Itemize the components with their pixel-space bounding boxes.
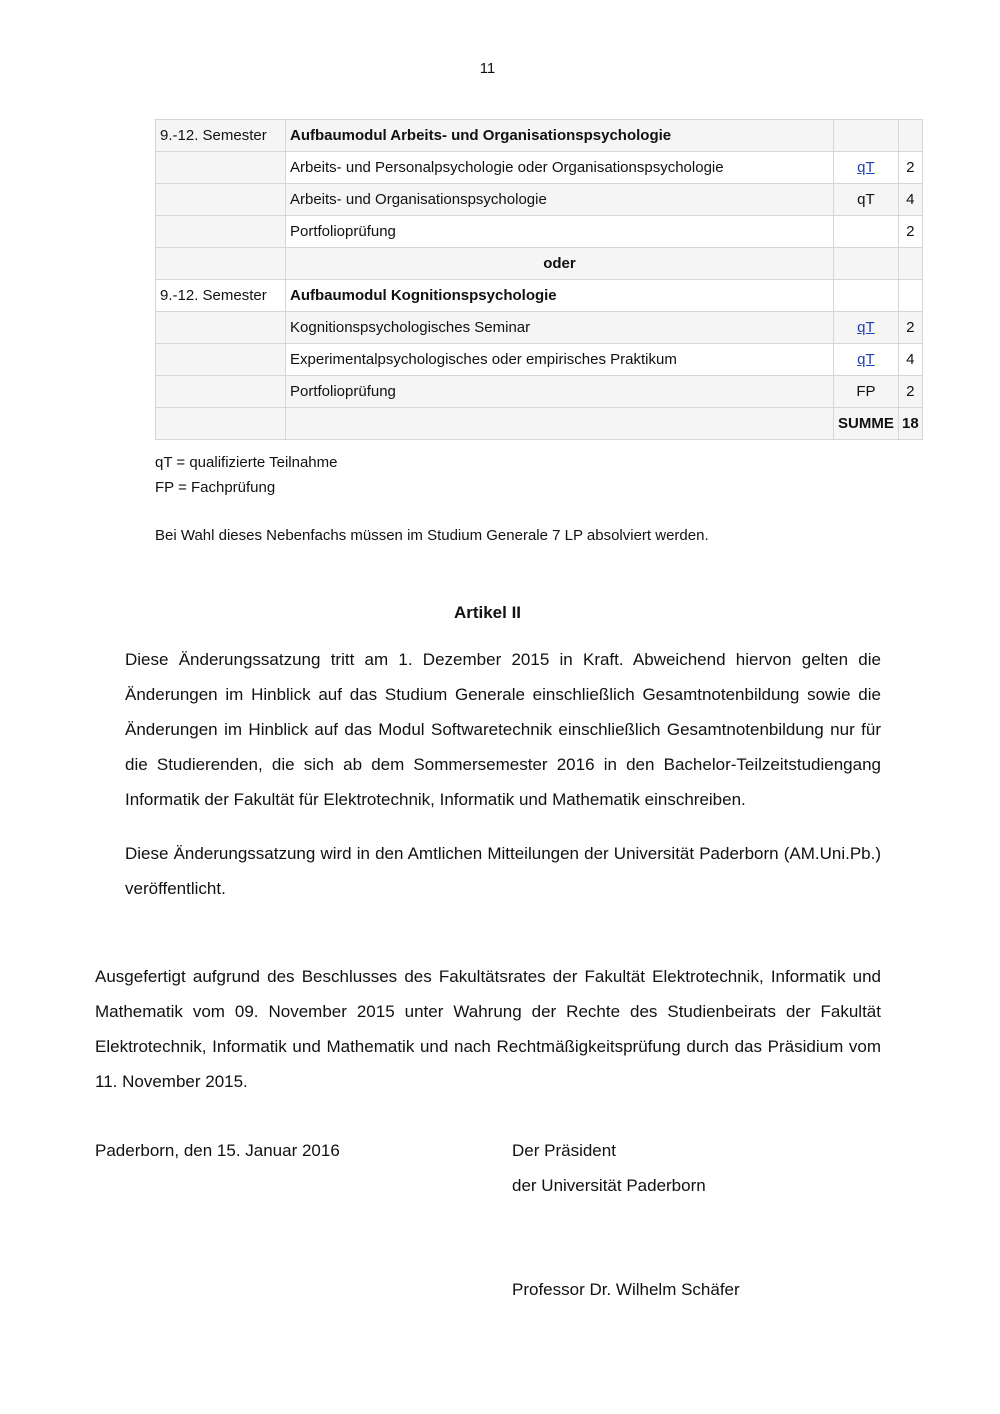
sum-empty-cell	[156, 408, 286, 440]
qt-link[interactable]: qT	[857, 159, 875, 176]
course-title: Portfolioprüfung	[286, 216, 834, 248]
module-header-row	[156, 120, 923, 152]
sum-empty-cell	[286, 408, 834, 440]
course-title: Kognitionspsychologisches Seminar	[286, 312, 834, 344]
exam-form-cell	[834, 120, 899, 152]
semester-cell	[156, 248, 286, 280]
article-heading: Artikel II	[453, 603, 522, 622]
credit-points-cell: 2	[898, 216, 922, 248]
separator-row	[156, 248, 923, 280]
note-studium-generale: Bei Wahl dieses Nebenfachs müssen im Studium Generale 7 LP absolviert werden.	[155, 527, 709, 544]
semester-cell	[156, 344, 286, 376]
table-row	[156, 152, 923, 184]
sum-value: 18	[898, 408, 922, 440]
module-table	[155, 119, 923, 440]
exam-form-cell: qT	[834, 184, 899, 216]
exam-form-cell	[834, 248, 899, 280]
table-row	[156, 184, 923, 216]
exam-form-cell	[834, 152, 899, 184]
course-title: Arbeits- und Personalpsychologie oder Organisationspsychologie	[286, 152, 834, 184]
paragraph-publication: Diese Änderungssatzung wird in den Amtlichen Mitteilungen der Universität Paderborn (AM.Uni.Pb.) veröffentlicht.	[125, 844, 881, 898]
sum-row	[156, 408, 923, 440]
exam-form-cell	[834, 312, 899, 344]
semester-cell	[156, 152, 286, 184]
credit-points-cell	[898, 280, 922, 312]
credit-points-cell: 4	[898, 184, 922, 216]
signature-title-line1: Der Präsident	[512, 1141, 616, 1160]
credit-points-cell: 2	[898, 152, 922, 184]
credit-points-cell: 4	[898, 344, 922, 376]
table-row	[156, 376, 923, 408]
credit-points-cell	[898, 248, 922, 280]
module-header-row	[156, 280, 923, 312]
signature-place-date: Paderborn, den 15. Januar 2016	[95, 1141, 340, 1160]
separator-label: oder	[286, 248, 834, 280]
course-title: Arbeits- und Organisationspsychologie	[286, 184, 834, 216]
paragraph-issuance: Ausgefertigt aufgrund des Beschlusses des Fakultätsrates der Fakultät Elektrotechnik, Informatik und Mathematik vom 09. November 2015 unter Wahrung der Rechte des Studienbeirats der Fakultät Elektrotechnik, Informatik und Mathematik und nach Rechtmäßigkeitsprüfung durch das Präsidium vom 11. November 2015.	[95, 967, 881, 1091]
credit-points-cell: 2	[898, 376, 922, 408]
legend-qt: qT = qualifizierte Teilnahme	[155, 454, 338, 471]
table-row	[156, 344, 923, 376]
qt-link[interactable]: qT	[857, 319, 875, 336]
sum-label: SUMME	[834, 408, 899, 440]
exam-form-cell	[834, 344, 899, 376]
course-title: Portfolioprüfung	[286, 376, 834, 408]
semester-cell	[156, 184, 286, 216]
semester-cell: 9.-12. Semester	[156, 280, 286, 312]
module-title: Aufbaumodul Kognitionspsychologie	[286, 280, 834, 312]
qt-link[interactable]: qT	[857, 351, 875, 368]
module-title: Aufbaumodul Arbeits- und Organisationspsychologie	[286, 120, 834, 152]
exam-form-cell: FP	[834, 376, 899, 408]
table-row	[156, 216, 923, 248]
signature-name: Professor Dr. Wilhelm Schäfer	[512, 1280, 740, 1299]
exam-form-cell	[834, 280, 899, 312]
paragraph-effective-date: Diese Änderungssatzung tritt am 1. Dezember 2015 in Kraft. Abweichend hiervon gelten die Änderungen im Hinblick auf das Studium Generale einschließlich Gesamtnotenbildung sowie die Änderungen im Hinblick auf das Modul Softwaretechnik einschließlich Gesamtnotenbildung nur für die Studierenden, die sich ab dem Sommersemester 2016 in den Bachelor-Teilzeitstudiengang Informatik der Fakultät für Elektrotechnik, Informatik und Mathematik einschreiben.	[125, 650, 881, 809]
credit-points-cell	[898, 120, 922, 152]
legend-fp: FP = Fachprüfung	[155, 479, 276, 496]
exam-form-cell	[834, 216, 899, 248]
credit-points-cell: 2	[898, 312, 922, 344]
semester-cell: 9.-12. Semester	[156, 120, 286, 152]
table-row	[156, 312, 923, 344]
page-number: 11	[479, 60, 496, 77]
semester-cell	[156, 312, 286, 344]
semester-cell	[156, 216, 286, 248]
course-title: Experimentalpsychologisches oder empirisches Praktikum	[286, 344, 834, 376]
semester-cell	[156, 376, 286, 408]
signature-title-line2: der Universität Paderborn	[512, 1176, 706, 1195]
